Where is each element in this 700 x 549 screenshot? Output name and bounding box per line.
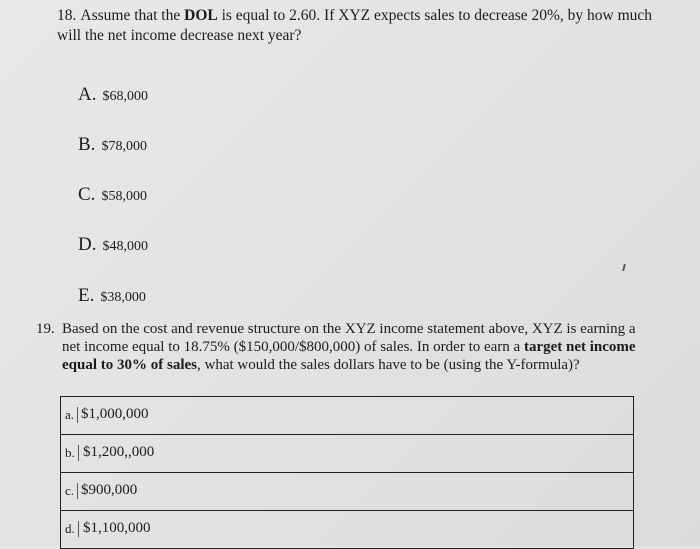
choice-b-letter: B. <box>78 134 96 155</box>
answer-row-c[interactable] <box>60 473 634 511</box>
choice-e[interactable] <box>78 285 146 307</box>
choice-b[interactable] <box>78 134 147 156</box>
answer-a-letter: a. <box>65 407 78 423</box>
answer-c-letter: c. <box>65 483 78 499</box>
choice-e-letter: E. <box>78 285 95 306</box>
answer-a-value: $1,000,000 <box>81 406 149 422</box>
question-18-text-b: is equal to 2.60. If XYZ expects sales to decrease 20%, by how much will the net income decrease next year? <box>57 7 653 44</box>
answer-row-a[interactable] <box>60 397 634 435</box>
question-19 <box>36 320 636 374</box>
choice-c-amount: $58,000 <box>101 189 147 204</box>
question-19-body <box>62 320 636 374</box>
answer-row-b[interactable] <box>60 435 634 473</box>
choice-a-amount: $68,000 <box>102 89 148 104</box>
question-19-bold-target: target net income equal to 30% of sales <box>62 339 636 373</box>
question-19-text-a: Based on the cost and revenue structure on the XYZ income statement above, XYZ is earning a net income equal to 18.75% ($150,000/$800,000) of sales. In order to earn a <box>62 321 636 355</box>
choice-a[interactable] <box>78 84 148 106</box>
choice-d[interactable] <box>78 234 148 256</box>
choice-d-letter: D. <box>78 234 97 255</box>
answer-d-letter: d. <box>65 521 79 537</box>
stray-pen-mark <box>622 264 626 271</box>
answer-b-value: $1,200,,000 <box>83 444 155 460</box>
question-18-number: 18. <box>57 7 77 24</box>
choice-d-amount: $48,000 <box>102 239 148 254</box>
choice-e-amount: $38,000 <box>100 290 146 305</box>
question-19-number: 19. <box>36 321 55 337</box>
question-19-text-b: , what would the sales dollars have to be (using the Y-formula)? <box>197 357 580 373</box>
answer-d-value: $1,100,000 <box>83 520 151 536</box>
question-18 <box>57 6 657 46</box>
choice-c-letter: C. <box>78 184 96 205</box>
question-18-text-a: Assume that the <box>80 7 185 24</box>
answer-b-letter: b. <box>65 445 79 461</box>
question-18-bold-dol: DOL <box>184 7 218 24</box>
choice-b-amount: $78,000 <box>101 139 147 154</box>
answer-table <box>60 396 634 549</box>
choice-a-letter: A. <box>78 84 97 105</box>
answer-c-value: $900,000 <box>81 482 138 498</box>
answer-row-d[interactable] <box>60 511 634 549</box>
choice-c[interactable] <box>78 184 147 206</box>
